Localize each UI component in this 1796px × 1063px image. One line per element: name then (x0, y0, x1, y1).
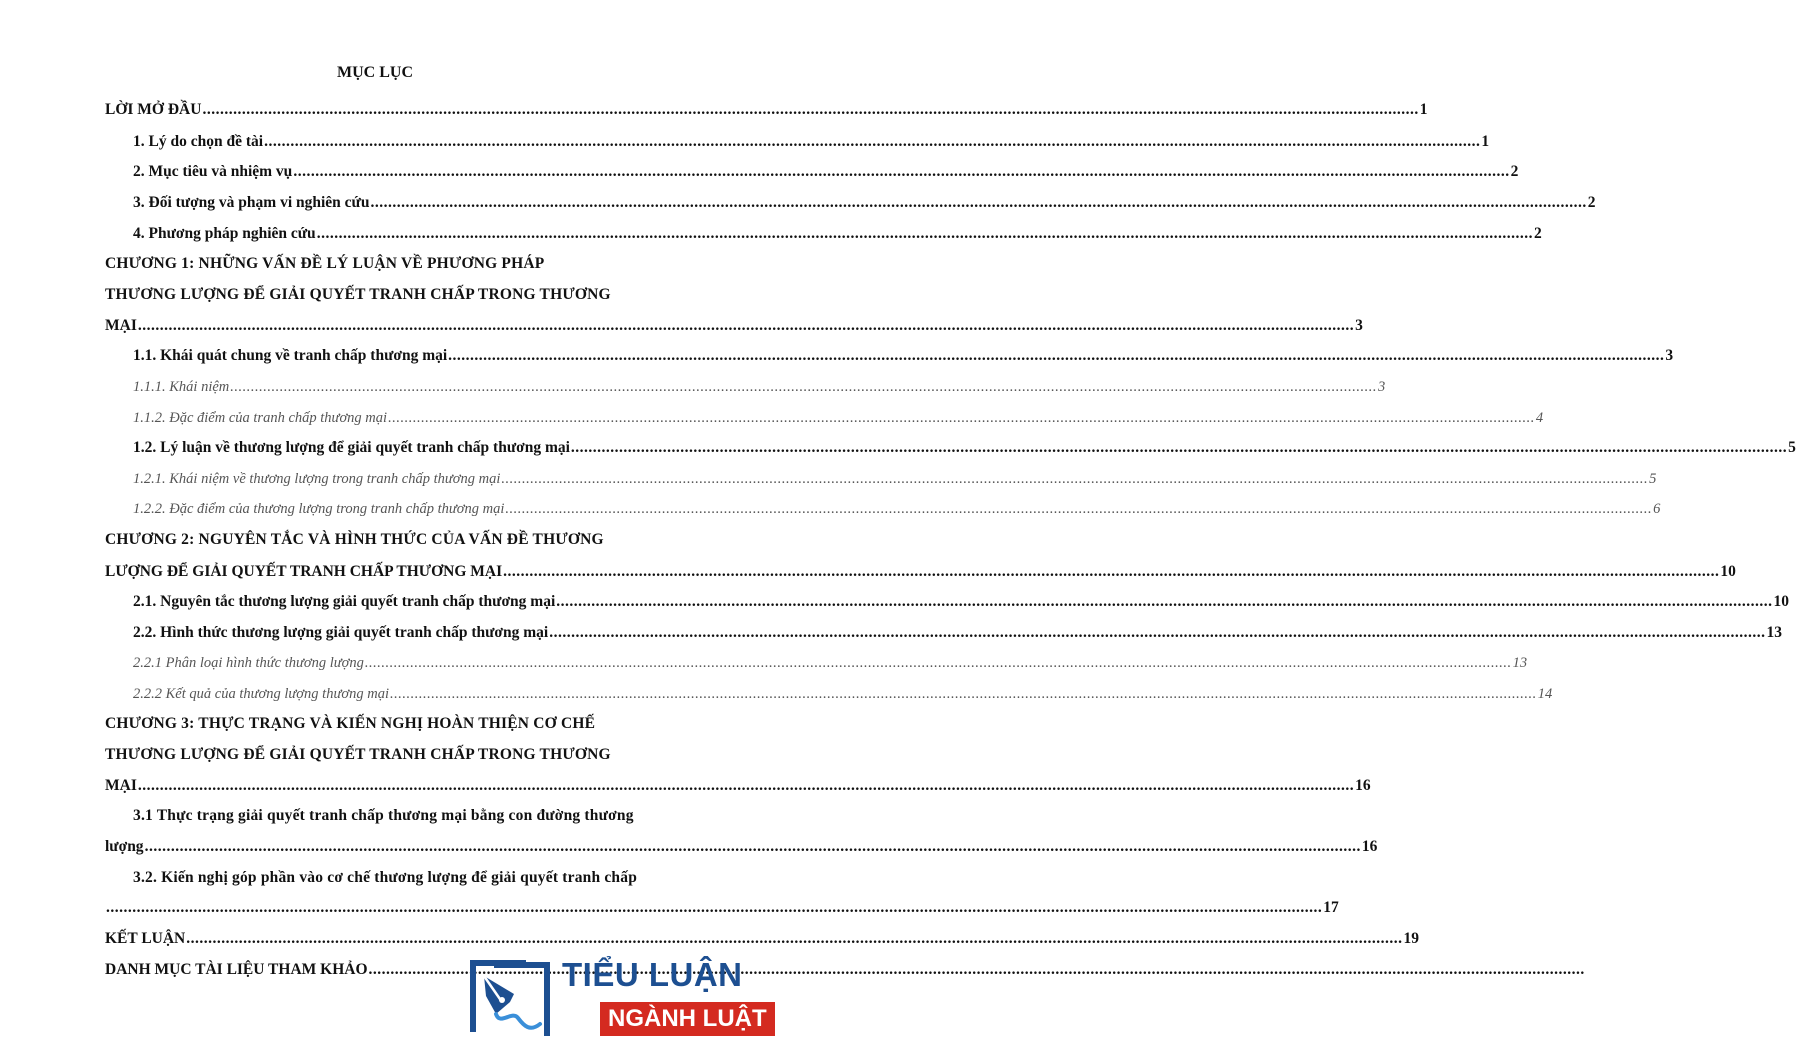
toc-entry-1-1-1[interactable] (133, 377, 1386, 397)
toc-entry-3-2-line-1[interactable]: 3.2. Kiến nghị góp phần vào cơ chế thương lượng để giải quyết tranh chấp (133, 869, 638, 886)
toc-entry-text: DANH MỤC TÀI LIỆU THAM KHẢO (105, 961, 368, 978)
fountain-pen-nib-icon (466, 952, 554, 1040)
toc-entry-1-2[interactable] (133, 438, 1796, 458)
toc-leader-dots (370, 193, 1586, 213)
toc-entry-text: 2.2.1 Phân loại hình thức thương lượng (133, 655, 364, 671)
toc-entry-text: 1.1.2. Đặc điểm của tranh chấp thương mại (133, 410, 388, 426)
toc-leader-dots (202, 100, 1418, 120)
toc-entry-text: 1.1. Khái quát chung về tranh chấp thương mại (133, 347, 448, 364)
toc-chapter-2-line-1[interactable]: CHƯƠNG 2: NGUYÊN TẮC VÀ HÌNH THỨC CỦA VẤN ĐỀ THƯƠNG (105, 531, 604, 548)
toc-entry-page: 13 (1766, 624, 1782, 641)
toc-entry-method[interactable] (133, 224, 1542, 244)
toc-entry-text: 1.2. Lý luận về thương lượng để giải quyết tranh chấp thương mại (133, 439, 570, 456)
toc-leader-dots (230, 377, 1377, 397)
toc-entry-reason[interactable] (133, 132, 1490, 152)
toc-entry-text: MẠI (105, 777, 137, 794)
toc-entry-text: 4. Phương pháp nghiên cứu (133, 225, 316, 242)
toc-entry-page: 3 (1665, 347, 1674, 364)
toc-entry-2-2-2[interactable] (133, 684, 1553, 704)
toc-entry-1-2-2[interactable] (133, 499, 1661, 519)
toc-entry-2-2[interactable] (133, 623, 1782, 643)
toc-title: MỤC LỤC (337, 64, 413, 81)
toc-entry-page: 1 (1419, 101, 1428, 118)
toc-leader-dots (365, 653, 1512, 673)
toc-leader-dots (503, 562, 1719, 582)
toc-leader-dots (186, 929, 1402, 949)
tieu-luan-logo (466, 948, 767, 1044)
toc-entry-text: 2. Mục tiêu và nhiệm vụ (133, 163, 293, 180)
toc-entry-page: 16 (1361, 838, 1378, 855)
toc-entry-text: 1. Lý do chọn đề tài (133, 133, 264, 150)
toc-entry-page: 2 (1587, 194, 1596, 211)
toc-entry-page: 2 (1510, 163, 1519, 180)
toc-chapter-1-line-2[interactable]: THƯƠNG LƯỢNG ĐỂ GIẢI QUYẾT TRANH CHẤP TRONG THƯƠNG (105, 286, 611, 303)
toc-entry-page: 6 (1653, 501, 1661, 517)
toc-entry-intro[interactable] (105, 100, 1428, 120)
toc-leader-dots (106, 898, 1322, 918)
toc-entry-page: 5 (1649, 471, 1657, 487)
toc-entry-page: 3 (1378, 379, 1386, 395)
toc-entry-text: 1.2.2. Đặc điểm của thương lượng trong tranh chấp thương mại (133, 501, 505, 517)
toc-entry-text: 1.2.1. Khái niệm về thương lượng trong tranh chấp thương mại (133, 471, 501, 487)
toc-entry-3-1[interactable] (105, 837, 1378, 857)
logo-brand-line-2: NGÀNH LUẬT (600, 1002, 775, 1036)
toc-entry-references[interactable] (105, 960, 460, 980)
toc-entry-page: 3 (1355, 317, 1363, 334)
toc-entry-2-2-1[interactable] (133, 653, 1528, 673)
toc-leader-dots (390, 684, 1537, 704)
toc-entry-page: 1 (1481, 133, 1490, 150)
toc-entry-text: KẾT LUẬN (105, 930, 186, 947)
toc-leader-dots (264, 132, 1480, 152)
toc-entry-1-1[interactable] (133, 346, 1674, 366)
toc-entry-conclusion[interactable] (105, 929, 1419, 949)
toc-entry-page: 4 (1535, 410, 1544, 426)
toc-leader-dots (317, 224, 1533, 244)
toc-entry-text: 2.1. Nguyên tắc thương lượng giải quyết tranh chấp thương mại (133, 593, 556, 610)
toc-leader-dots (501, 469, 1648, 489)
toc-entry-1-1-2[interactable] (133, 408, 1544, 428)
toc-entry-text: LƯỢNG ĐỂ GIẢI QUYẾT TRANH CHẤP THƯƠNG MẠI (105, 563, 503, 580)
toc-entry-page: 19 (1403, 930, 1419, 947)
logo-brand-line-1: TIỂU LUẬN (562, 956, 743, 993)
toc-entry-chapter-3[interactable] (105, 776, 1371, 796)
toc-entry-text: lượng (105, 838, 144, 855)
toc-entry-page: 13 (1512, 655, 1528, 671)
toc-entry-page: 14 (1537, 686, 1553, 702)
toc-entry-page: 10 (1773, 593, 1790, 610)
toc-leader-dots (571, 438, 1787, 458)
toc-entry-text: 3. Đối tượng và phạm vi nghiên cứu (133, 194, 370, 211)
toc-entry-page: 17 (1323, 899, 1339, 916)
toc-entry-3-2[interactable] (105, 898, 1339, 918)
toc-leader-dots (369, 960, 421, 980)
toc-entry-page: 2 (1533, 225, 1542, 242)
toc-entry-2-1[interactable] (133, 592, 1790, 612)
toc-leader-dots (145, 837, 1361, 857)
toc-chapter-3-line-1[interactable]: CHƯƠNG 3: THỰC TRẠNG VÀ KIẾN NGHỊ HOÀN THIỆN CƠ CHẾ (105, 715, 596, 732)
toc-entry-text: 2.2. Hình thức thương lượng giải quyết tranh chấp thương mại (133, 624, 549, 641)
toc-chapter-1-line-1[interactable]: CHƯƠNG 1: NHỮNG VẤN ĐỀ LÝ LUẬN VỀ PHƯƠNG PHÁP (105, 255, 545, 272)
toc-entry-text: LỜI MỞ ĐẦU (105, 101, 202, 118)
toc-entry-chapter-1[interactable] (105, 316, 1363, 336)
toc-leader-dots (388, 408, 1535, 428)
toc-entry-text: 1.1.1. Khái niệm (133, 379, 230, 395)
toc-leader-dots (556, 592, 1772, 612)
toc-entry-text: MẠI (105, 317, 137, 334)
toc-entry-page: 5 (1788, 439, 1796, 456)
toc-entry-page: 16 (1355, 777, 1371, 794)
toc-leader-dots (549, 623, 1765, 643)
toc-chapter-3-line-2[interactable]: THƯƠNG LƯỢNG ĐỂ GIẢI QUYẾT TRANH CHẤP TRONG THƯƠNG (105, 746, 611, 763)
toc-leader-dots (138, 316, 1354, 336)
toc-entry-page: 10 (1720, 563, 1736, 580)
toc-entry-scope[interactable] (133, 193, 1596, 213)
toc-entry-1-2-1[interactable] (133, 469, 1657, 489)
toc-leader-dots (505, 499, 1652, 519)
toc-entry-3-1-line-1[interactable]: 3.1 Thực trạng giải quyết tranh chấp thương mại bằng con đường thương (133, 807, 634, 824)
toc-entry-goals[interactable] (133, 162, 1519, 182)
toc-entry-chapter-2[interactable] (105, 562, 1736, 582)
toc-leader-dots (448, 346, 1664, 366)
toc-leader-dots (138, 776, 1354, 796)
toc-entry-text: 2.2.2 Kết quả của thương lượng thương mại (133, 686, 389, 702)
toc-leader-dots (293, 162, 1509, 182)
